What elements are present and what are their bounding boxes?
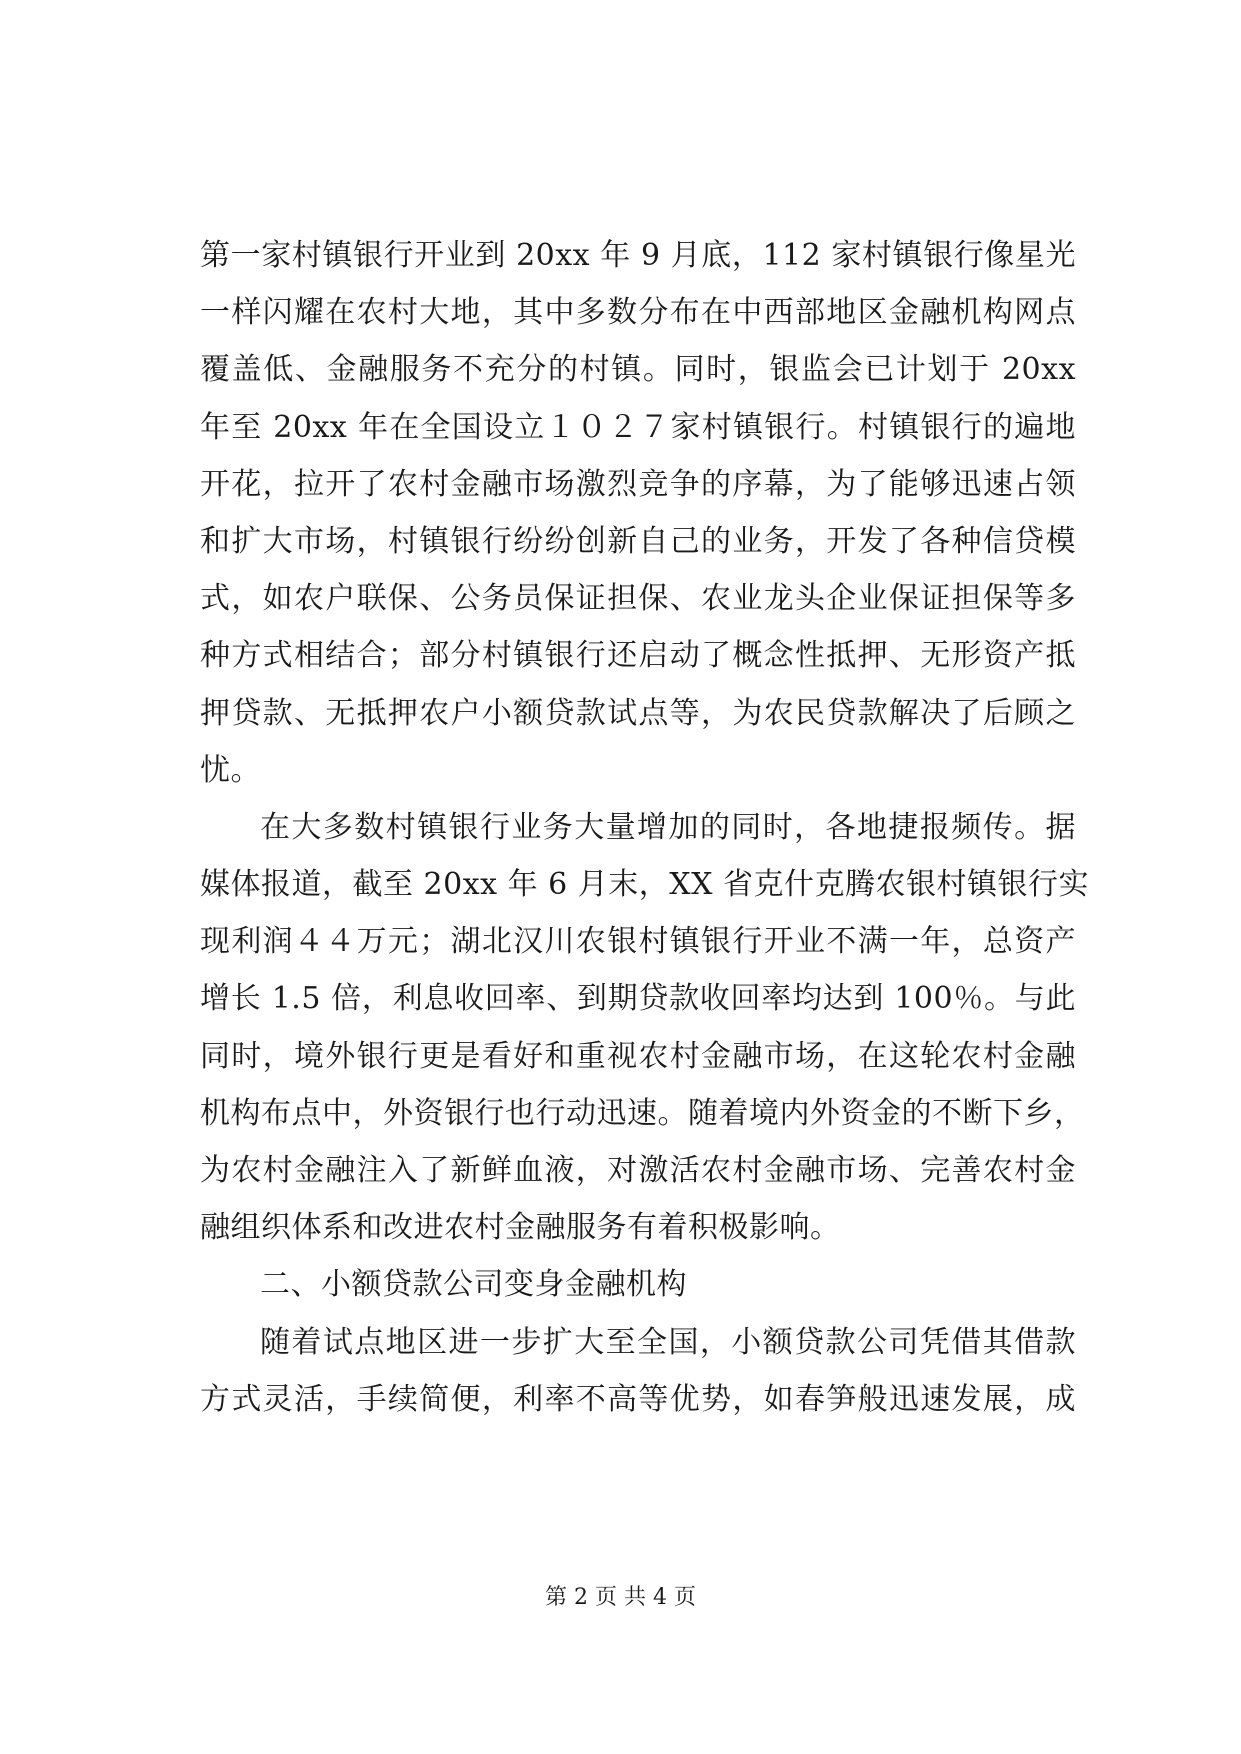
text-line: 增长 1.5 倍，利息收回率、到期贷款收回率均达到 100％。与此 — [200, 981, 1076, 1017]
text-line: 年至 20xx 年在全国设立１０２７家村镇银行。村镇银行的遍地 — [200, 409, 1076, 445]
document-body — [200, 227, 1089, 1428]
text-line: 覆盖低、金融服务不充分的村镇。同时，银监会已计划于 20xx — [200, 352, 1076, 388]
text-line: 忧。 — [200, 752, 261, 788]
text-line: 融组织体系和改进农村金融服务有着积极影响。 — [200, 1210, 841, 1246]
text-line: 式，如农户联保、公务员保证担保、农业龙头企业保证担保等多 — [200, 581, 1076, 617]
page-footer — [0, 1583, 1241, 1613]
text-line: 一样闪耀在农村大地，其中多数分布在中西部地区金融机构网点 — [200, 295, 1076, 331]
text-line: 方式灵活，手续简便，利率不高等优势，如春笋般迅速发展，成 — [200, 1381, 1076, 1417]
text-line: 现利润４４万元；湖北汉川农银村镇银行开业不满一年，总资产 — [200, 924, 1076, 960]
text-line: 第一家村镇银行开业到 20xx 年 9 月底，112 家村镇银行像星光 — [200, 238, 1076, 273]
text-line: 在大多数村镇银行业务大量增加的同时，各地捷报频传。据 — [260, 809, 1076, 845]
page-number-label: 第 2 页 共 4 页 — [545, 1585, 696, 1610]
section-heading: 二、小额贷款公司变身金融机构 — [260, 1267, 687, 1303]
text-line: 媒体报道，截至 20xx 年 6 月末，XX 省克什克腾农银村镇银行实 — [200, 867, 1089, 903]
text-line: 和扩大市场，村镇银行纷纷创新自己的业务，开发了各种信贷模 — [200, 523, 1076, 559]
text-line: 为农村金融注入了新鲜血液，对激活农村金融市场、完善农村金 — [200, 1153, 1076, 1188]
text-line: 机构布点中，外资银行也行动迅速。随着境内外资金的不断下乡， — [200, 1095, 1085, 1131]
text-line: 种方式相结合；部分村镇银行还启动了概念性抵押、无形资产抵 — [200, 638, 1076, 674]
text-line: 押贷款、无抵押农户小额贷款试点等，为农民贷款解决了后顾之 — [200, 695, 1076, 731]
text-line: 随着试点地区进一步扩大至全国，小额贷款公司凭借其借款 — [260, 1324, 1076, 1360]
text-line: 同时，境外银行更是看好和重视农村金融市场，在这轮农村金融 — [200, 1038, 1076, 1074]
text-line: 开花，拉开了农村金融市场激烈竞争的序幕，为了能够迅速占领 — [200, 466, 1076, 502]
